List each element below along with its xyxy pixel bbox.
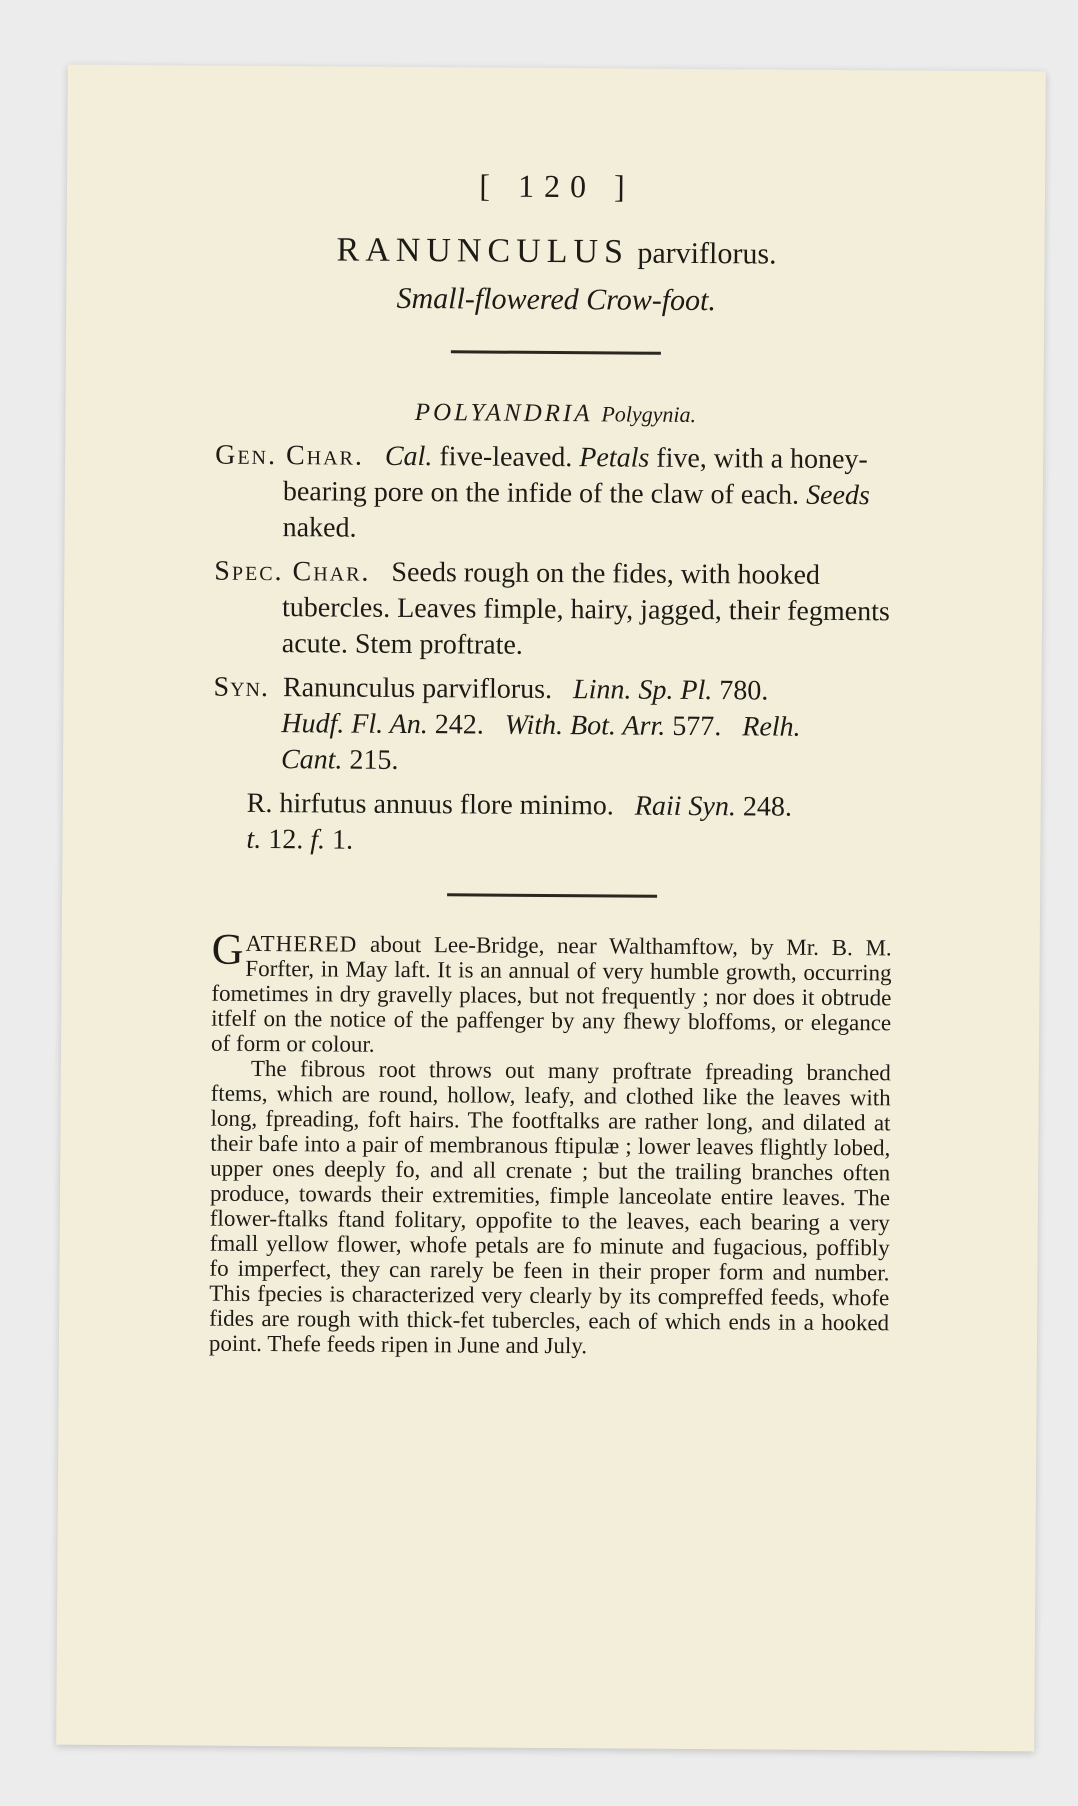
synonyms — [212, 670, 893, 863]
syn-ref: Linn. Sp. Pl. — [572, 674, 713, 707]
seeds-text: naked. — [282, 512, 357, 544]
petals-text: five, with a honey-bearing pore on the infide of the claw of each. — [282, 442, 868, 511]
syn-name: R. hirfutus annuus flore minimo. — [246, 787, 614, 822]
page-content — [209, 156, 897, 1361]
paragraph-text: The fibrous root throws out many proftrate fpreading branched ftems, which are round, hollow, leafy, and clothed like the leaves with long, fpreading, foft hairs. The footftalks are rather long, and dilated at their bafe into a pair of membranous ftipulæ ; lower leaves flightly lobed, upper ones deeply fo, and all crenate ; but the trailing branches often produce, towards their extremities, fimple lanceolate entire leaves. The flower-ftalks ftand folitary, oppofite to the leaves, each bearing a very fmall yellow flower, whofe petals are fo minute and fugacious, poffibly fo imperfect, they can rarely be feen in their proper form and number. This fpecies is characterized very clearly by its compreffed feeds, whofe fides are rough with thick-fet tubercles, each of which ends in a hooked point. Thefe feeds ripen in June and July. — [208, 1055, 891, 1359]
page-number: [ 120 ] — [479, 167, 635, 205]
drop-cap: G — [211, 924, 244, 974]
paragraph — [209, 1056, 891, 1361]
syn-num: 780. — [719, 675, 769, 707]
gen-char-label: Gen. Char. — [215, 439, 365, 472]
species-name: parviflorus. — [637, 236, 777, 271]
classification — [215, 398, 895, 431]
genus-name: RANUNCULUS — [336, 231, 630, 271]
cal-text: five-leaved. — [439, 441, 573, 474]
paragraph — [210, 924, 892, 1061]
common-name: Small-flowered Crow-foot. — [396, 281, 717, 318]
generic-character — [215, 438, 896, 551]
spec-char-text: Seeds rough on the fides, with hooked tubercles. Leaves fimple, hairy, jagged, their fegments acute. Stem proftrate. — [281, 556, 890, 661]
syn-num: 12. — [268, 824, 304, 856]
synonym-line — [213, 670, 893, 711]
syn-ref: Relh. — [742, 711, 801, 743]
syn-num: 215. — [349, 744, 399, 776]
page-title — [216, 231, 896, 274]
syn-name: Ranunculus parviflorus. — [282, 672, 553, 706]
book-page — [56, 65, 1046, 1752]
spec-char-label: Spec. Char. — [214, 555, 371, 588]
syn-ref: Raii Syn. — [634, 790, 736, 823]
synonym-line — [213, 706, 893, 747]
divider — [451, 350, 661, 354]
syn-num: 577. — [672, 710, 722, 743]
class-name: POLYANDRIA — [414, 399, 593, 428]
syn-ref: Hudf. Fl. An. — [281, 708, 428, 741]
syn-ref: With. Bot. Arr. — [504, 709, 666, 742]
specific-character — [214, 554, 895, 667]
petals-label: Petals — [579, 442, 650, 474]
cal-label: Cal. — [384, 440, 433, 473]
syn-num: 242. — [434, 709, 484, 741]
order-name: Polygynia. — [601, 401, 697, 428]
syn-ref: t. — [246, 823, 262, 855]
syn-num: 1. — [331, 824, 354, 856]
syn-ref: f. — [310, 824, 326, 856]
syn-ref: Cant. — [280, 744, 343, 776]
syn-num: 248. — [742, 791, 792, 823]
paragraph-text: about Lee-Bridge, near Walthamftow, by Mr. B. M. Forfter, in May laft. It is an annual of very humble growth, occurring fometimes in dry gravelly places, but not frequently ; nor does it obtrude itfelf on the notice of the paffenger by any fhewy bloffoms, or elegance of form or colour. — [210, 931, 892, 1057]
synonym-line — [213, 742, 893, 783]
divider — [447, 893, 657, 897]
seeds-label: Seeds — [806, 479, 870, 512]
lead-word: ATHERED — [245, 930, 358, 957]
synonym-line — [213, 786, 893, 827]
description-body — [208, 924, 892, 1361]
syn-label: Syn. — [213, 671, 270, 704]
synonym-line — [212, 822, 892, 863]
